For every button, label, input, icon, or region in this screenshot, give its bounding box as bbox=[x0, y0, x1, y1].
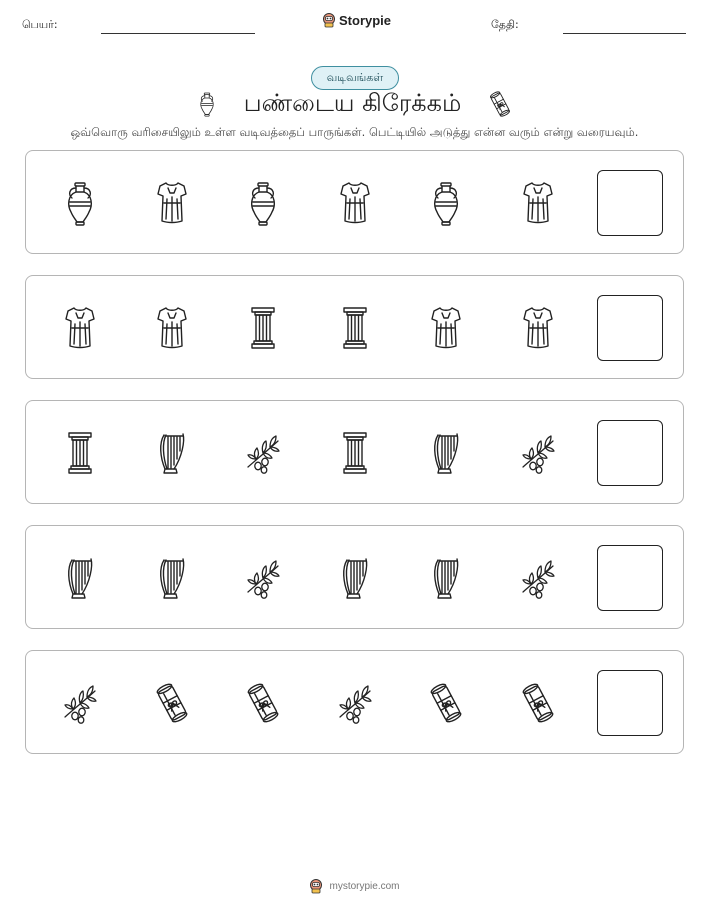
brand-logo bbox=[322, 12, 391, 28]
tunic-icon bbox=[424, 306, 468, 350]
answer-box[interactable] bbox=[597, 670, 663, 736]
lyre-icon bbox=[150, 431, 194, 475]
amphora-icon bbox=[58, 181, 102, 225]
lyre-icon bbox=[150, 556, 194, 600]
tunic-icon bbox=[516, 306, 560, 350]
lyre-icon bbox=[58, 556, 102, 600]
page-title: பண்டைய கிரேக்கம் bbox=[243, 88, 462, 117]
name-label: பெயர்: bbox=[22, 18, 58, 31]
scroll-icon bbox=[516, 681, 560, 725]
topic-badge: வடிவங்கள் bbox=[311, 66, 399, 90]
storypie-mascot-icon bbox=[322, 12, 336, 28]
scroll-icon bbox=[150, 681, 194, 725]
date-label: தேதி: bbox=[491, 18, 519, 31]
tunic-icon bbox=[58, 306, 102, 350]
olive-branch-icon bbox=[241, 431, 285, 475]
column-icon bbox=[58, 431, 102, 475]
title-row bbox=[0, 88, 709, 120]
instruction-text: ஒவ்வொரு வரிசையிலும் உள்ள வடிவத்தைப் பாருங்கள். பெட்டியில் அடுத்து என்ன வரும் என்று வரையவும். bbox=[70, 125, 639, 139]
olive-branch-icon bbox=[333, 681, 377, 725]
pattern-row-5 bbox=[25, 650, 684, 754]
pattern-row-4 bbox=[25, 525, 684, 629]
olive-branch-icon bbox=[58, 681, 102, 725]
column-icon bbox=[333, 431, 377, 475]
answer-box[interactable] bbox=[597, 170, 663, 236]
pattern-rows bbox=[25, 150, 684, 775]
scroll-icon bbox=[487, 88, 513, 120]
footer-site: mystorypie.com bbox=[329, 880, 400, 892]
scroll-icon bbox=[424, 681, 468, 725]
olive-branch-icon bbox=[241, 556, 285, 600]
amphora-icon bbox=[424, 181, 468, 225]
lyre-icon bbox=[333, 556, 377, 600]
pattern-row-1 bbox=[25, 150, 684, 254]
lyre-icon bbox=[424, 431, 468, 475]
storypie-mascot-icon bbox=[309, 878, 323, 894]
tunic-icon bbox=[333, 181, 377, 225]
amphora-icon bbox=[196, 89, 218, 119]
pattern-row-3 bbox=[25, 400, 684, 504]
tunic-icon bbox=[516, 181, 560, 225]
tunic-icon bbox=[150, 306, 194, 350]
brand-name: Storypie bbox=[339, 12, 392, 28]
pattern-row-2 bbox=[25, 275, 684, 379]
olive-branch-icon bbox=[516, 556, 560, 600]
column-icon bbox=[241, 306, 285, 350]
answer-box[interactable] bbox=[597, 420, 663, 486]
date-input-line[interactable] bbox=[563, 33, 686, 34]
olive-branch-icon bbox=[516, 431, 560, 475]
column-icon bbox=[333, 306, 377, 350]
answer-box[interactable] bbox=[597, 295, 663, 361]
tunic-icon bbox=[150, 181, 194, 225]
name-input-line[interactable] bbox=[101, 33, 255, 34]
lyre-icon bbox=[424, 556, 468, 600]
footer bbox=[0, 878, 709, 894]
answer-box[interactable] bbox=[597, 545, 663, 611]
scroll-icon bbox=[241, 681, 285, 725]
amphora-icon bbox=[241, 181, 285, 225]
